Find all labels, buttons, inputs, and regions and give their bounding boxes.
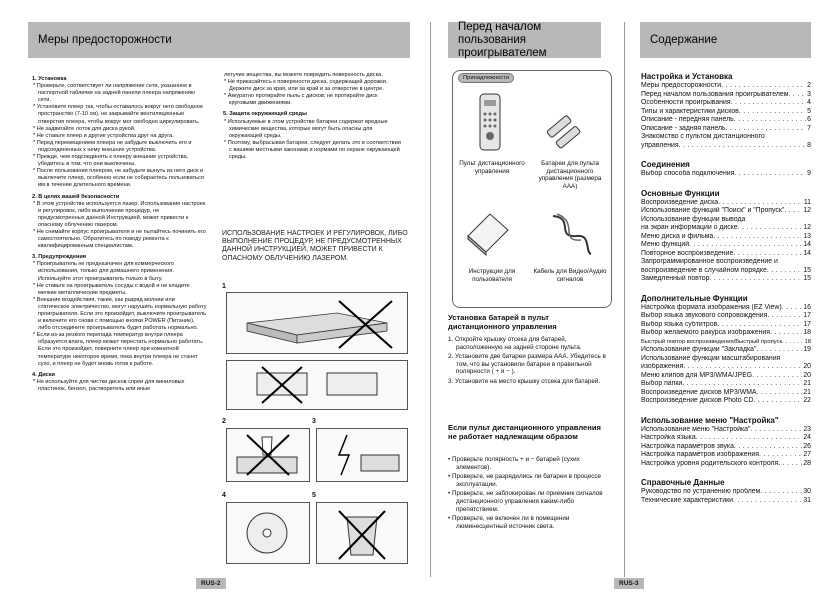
list-item: * Поэтому, выбрасывая батареи, следует делать это в соответствии с вашими местными законами и нормами по охране окружающей среды. xyxy=(224,139,401,161)
list-item: * Не используйте для чистки дисков спреи для виниловых пластинок, бензол, растворитель или иные xyxy=(33,378,185,392)
toc-entry[interactable] xyxy=(641,199,811,208)
toc-entry-title: Использование функции "Закладка" xyxy=(641,346,757,353)
lightning-icon xyxy=(317,429,407,481)
dot-leader xyxy=(679,142,807,151)
toc-entry-title: изображения xyxy=(641,363,684,370)
dot-leader xyxy=(731,99,807,108)
toc-page-number: 19 xyxy=(803,346,811,353)
toc-page-number: 9 xyxy=(807,170,811,177)
toc-entry-title: Руководство по устранению проблем xyxy=(641,488,761,495)
toc-section-title: Настройка и Установка xyxy=(641,72,733,81)
dot-leader xyxy=(739,108,806,117)
figure-number: 3 xyxy=(312,418,316,425)
section-title: 4. Диски xyxy=(32,371,55,378)
list-item: * Прежде, чем подсоединять к плееру внешние устройства, убедитесь в том, что они выключены. xyxy=(33,154,189,168)
toc-entry-title: Описание - задняя панель xyxy=(641,124,726,132)
toc-entry[interactable]: Знакомство с пультом дистанционного xyxy=(641,133,765,140)
accessory-remote-label: Пульт дистанционного управления xyxy=(459,160,525,175)
list-item: • Проверьте, не включен ли в помещении люминесцентный источник света. xyxy=(448,515,570,530)
toc-section-title: Соединения xyxy=(641,160,690,169)
toc-page-number: 15 xyxy=(803,275,811,282)
toc-entry-title: Выбор языка звукового сопровождения xyxy=(641,312,768,319)
toc-entry-title: Выбор языка субтитров xyxy=(641,320,718,328)
accessory-manual-label: Инструкции для пользователя xyxy=(468,268,516,283)
toc-entry[interactable] xyxy=(641,99,811,108)
toc-page-number: 14 xyxy=(803,241,811,248)
dot-leader xyxy=(750,426,802,435)
toc-page-number: 27 xyxy=(803,451,811,458)
toc-entry[interactable] xyxy=(641,207,811,216)
dot-leader xyxy=(788,91,806,100)
manual-book-icon xyxy=(462,208,512,258)
list-item: * Если из-за резкого перепада температур внутри плеера образуется влага, плеер может перестать нормально работать. Если это произойдет, поверните плеер при комнатной температуре некоторое время, пока внутри плеера не станет сухо, и плеер не будет вновь готов к работе. xyxy=(33,332,204,367)
page-header-contents xyxy=(640,22,811,58)
toc-entry-title: Использование функций "Поиск" и "Пропуск" xyxy=(641,207,785,214)
header-title: Меры предосторожности xyxy=(38,33,172,46)
dot-leader xyxy=(757,389,803,398)
toc-entry-title: Замедленный повтор xyxy=(641,275,710,282)
dot-leader xyxy=(759,451,802,460)
page-number: RUS-2 xyxy=(196,578,226,589)
toc-entry-title: Меню клипов для MP3/WMA/JPEG xyxy=(641,371,753,379)
dot-leader xyxy=(721,82,806,91)
dot-leader xyxy=(683,363,802,372)
toc-entry-title: Особенности проигрывания xyxy=(641,99,731,106)
dot-leader xyxy=(689,241,802,250)
list-item: * Не снимайте корпус проигрывателя и не пытайтесь починить его самостоятельно. Обратитесь по поводу ремонта к квалифицированным специалистам. xyxy=(33,228,206,250)
dot-leader xyxy=(760,488,802,497)
dot-leader xyxy=(756,346,802,355)
page-divider xyxy=(624,22,625,577)
toc-page-number: 23 xyxy=(803,425,811,433)
list-item: * Проигрыватель не предназначен для коммерческого использования, только для домашнего применения. Используйте этот проигрыватель только в быту. xyxy=(33,261,174,282)
toc-page-number: 18 xyxy=(803,329,811,336)
toc-entry[interactable] xyxy=(641,108,811,117)
toc-page-number: 21 xyxy=(803,380,811,387)
dot-leader xyxy=(696,434,803,443)
av-cable-icon xyxy=(545,208,595,258)
dot-leader xyxy=(770,329,802,338)
table-of-contents xyxy=(641,72,811,505)
toc-section-title: Дополнительные Функции xyxy=(641,293,748,303)
figure-disc-handling xyxy=(226,502,310,564)
toc-entry[interactable] xyxy=(641,451,811,460)
toc-section-title: Справочные Данные xyxy=(641,478,725,487)
toc-entry[interactable] xyxy=(641,426,811,435)
toc-entry-title: воспроизведение в случайном порядке xyxy=(641,266,767,274)
list-item: • Проверьте полярность + и − батарей (сухих элементов). xyxy=(448,456,580,471)
toc-page-number: 5 xyxy=(807,107,811,115)
dot-leader xyxy=(738,224,803,233)
battery-icon xyxy=(545,112,585,152)
toc-entry-title: Воспроизведение дисков MP3/WMA xyxy=(641,388,757,396)
toc-entry[interactable] xyxy=(641,363,811,372)
accessories-label: Принадлежности xyxy=(458,73,514,83)
battery-install-steps xyxy=(448,336,610,388)
disc-hand-icon xyxy=(227,503,309,563)
toc-entry-title: Настройка языка xyxy=(641,434,696,441)
header-title: Перед началом пользования проигрывателем xyxy=(458,20,547,59)
toc-page-number: 26 xyxy=(803,442,811,450)
toc-page-number: 21 xyxy=(803,388,811,396)
toc-entry[interactable] xyxy=(641,250,811,259)
toc-entry[interactable] xyxy=(641,497,811,506)
dot-leader xyxy=(778,460,802,469)
toc-page-number: 17 xyxy=(803,312,811,319)
toc-entry[interactable] xyxy=(641,321,811,330)
toc-entry-title: Выбор желаемого ракурса изображения xyxy=(641,329,771,336)
toc-entry[interactable] xyxy=(641,346,811,355)
toc-page-number: 28 xyxy=(803,459,811,467)
list-item: * Не ставьте плеер и другие устройства друг на друга. xyxy=(33,132,174,139)
precautions-column-1 xyxy=(32,72,207,393)
list-item: • Проверьте, не разрядились ли батареи в процессе эксплуатации. xyxy=(448,473,602,488)
toc-entry-title: Воспроизведение диска xyxy=(641,198,719,206)
toc-entry[interactable] xyxy=(641,443,811,452)
list-item: 2. Установите две батареи размера AAA. Убедитесь в том, что вы установили батареи в правильной полярности ( + и − ). xyxy=(448,353,606,376)
accessory-batteries-label: Батареи для пульта дистанционного управления (размера AAA) xyxy=(538,160,602,190)
toc-entry-title: Использование меню "Настройка" xyxy=(641,425,751,433)
figure-player-front xyxy=(226,360,408,410)
dot-leader xyxy=(709,275,802,284)
toc-page-number: 24 xyxy=(803,434,811,441)
accessory-cable-label: Кабель для Видео/Аудио сигналов xyxy=(533,268,607,283)
toc-page-number: 12 xyxy=(803,207,811,214)
toc-entry[interactable] xyxy=(641,380,811,389)
list-item: 1. Откройте крышку отсека для батарей, расположенную на задней стороне пульта. xyxy=(448,336,582,351)
toc-entry-title: Повторное воспроизведение xyxy=(641,249,734,257)
dot-leader xyxy=(784,207,802,216)
toc-entry[interactable] xyxy=(641,142,811,151)
dot-leader xyxy=(767,267,803,276)
precautions-column-2 xyxy=(223,72,405,161)
list-item: * Перед перемещением плеера не забудьте выключить его и подсоединенных к нему внешних устройства. xyxy=(33,139,192,153)
toc-page-number: 4 xyxy=(807,99,811,106)
list-item: * Не задвигайте лоток для диска рукой. xyxy=(33,125,136,132)
list-item: 3. Установите на место крышку отсека для батарей. xyxy=(448,377,601,385)
figure-lightning xyxy=(316,428,408,482)
toc-page-number: 20 xyxy=(803,363,811,370)
header-title: Содержание xyxy=(650,33,718,46)
toc-page-number: 6 xyxy=(807,116,811,123)
toc-entry[interactable]: Запрограммированное воспроизведение и xyxy=(641,258,778,265)
toc-entry[interactable] xyxy=(641,125,811,134)
toc-entry[interactable] xyxy=(641,338,811,347)
toc-page-number: 30 xyxy=(803,488,811,495)
toc-entry-title: Меры предосторожности xyxy=(641,82,722,89)
toc-entry-title: Быстрый повтор воспроизведения/Быстрый пропуск xyxy=(641,338,783,345)
toc-entry-title: Воспроизведение дисков Photo CD xyxy=(641,397,754,404)
toc-entry-title: Настройка формата изображения (EZ View) xyxy=(641,303,782,311)
toc-entry-title: Настройка параметров звука xyxy=(641,442,734,450)
toc-page-number: 7 xyxy=(807,124,811,132)
toc-entry[interactable] xyxy=(641,389,811,398)
toc-entry[interactable] xyxy=(641,233,811,242)
toc-page-number: 12 xyxy=(803,224,811,231)
toc-page-number: 18 xyxy=(804,338,811,345)
battery-install-title: Установка батарей в пульт дистанционного управления xyxy=(448,313,557,331)
list-item: * После пользования плеером, не забудьте вынуть из него диск и выключите плеер, особенно если не собираетесь пользоваться им в течение длительного времени. xyxy=(33,168,204,189)
toc-entry-title: Настройка параметров изображения xyxy=(641,451,760,458)
player-illustration-icon xyxy=(227,293,407,353)
toc-entry[interactable] xyxy=(641,460,811,469)
dot-leader xyxy=(713,233,802,242)
toc-entry[interactable] xyxy=(641,224,811,233)
toc-entry[interactable] xyxy=(641,304,811,313)
page-divider xyxy=(430,22,431,577)
trash-bin-icon xyxy=(317,503,407,563)
toc-page-number: 8 xyxy=(807,141,811,149)
toc-entry[interactable] xyxy=(641,82,811,91)
section-title: 2. В целях вашей безопасности xyxy=(32,193,120,200)
water-warning-icon xyxy=(227,429,309,481)
toc-page-number: 16 xyxy=(803,303,811,311)
toc-entry[interactable] xyxy=(641,312,811,321)
dot-leader xyxy=(767,312,802,321)
toc-entry[interactable] xyxy=(641,434,811,443)
list-item: * Не прикасайтесь к поверхности диска, содержащей дорожки. Держите диск за края, или за край и за отверстие в центре. xyxy=(224,79,388,93)
section-title: 5. Защита окружающей среды xyxy=(223,111,307,118)
page-number: RUS-3 xyxy=(614,578,644,589)
toc-entry[interactable] xyxy=(641,397,811,406)
toc-entry-title: Выбор способа подключения xyxy=(641,170,735,177)
toc-entry-title: на экран информации о диске xyxy=(641,224,738,231)
list-item: * Не ставьте на проигрыватель сосуды с водой и не кладите мелкие металлические предметы. xyxy=(33,282,190,296)
dot-leader xyxy=(734,116,806,125)
dot-leader xyxy=(726,125,807,134)
figure-water xyxy=(226,428,310,482)
dot-leader xyxy=(733,250,802,259)
section-title: 3. Предупреждения xyxy=(32,254,87,261)
toc-entry-title: Настройка уровня родительского контроля xyxy=(641,459,779,467)
figure-number: 5 xyxy=(312,492,316,499)
figure-number: 4 xyxy=(222,492,226,499)
list-item: • Проверьте, не заблокирован ли приемник сигналов дистанционного управления каким-либо препятствием. xyxy=(448,490,603,513)
list-item: летучие вещества, вы можете повредить поверхность диска. xyxy=(224,72,383,78)
toc-page-number: 14 xyxy=(803,249,811,257)
section-title: 1. Установка xyxy=(32,76,67,82)
dot-leader xyxy=(752,372,802,381)
figure-number: 1 xyxy=(222,283,226,290)
toc-entry-title: Перед началом пользования проигрывателем xyxy=(641,90,789,98)
figure-battery-disposal xyxy=(316,502,408,564)
list-item: * Установите плеер так, чтобы оставалось вокруг него свободное пространство (7-10 см). не закрывайте вентиляционные отверстия плеера, чтобы вокруг мог свободно циркулировать. xyxy=(33,104,203,125)
dot-leader xyxy=(718,199,803,208)
list-item: * В этом устройстве используется лазер. Использование настроек и регулировок, либо выполнение процедур, не предусмотренных данной Инструкцией, может привести к опасному облучению лазером. xyxy=(33,200,206,228)
remote-trouble-list xyxy=(448,456,610,532)
toc-page-number: 22 xyxy=(803,397,811,404)
toc-entry[interactable] xyxy=(641,329,811,338)
dot-leader xyxy=(733,497,802,506)
toc-entry[interactable] xyxy=(641,170,811,179)
toc-section-title: Использование меню "Настройка" xyxy=(641,415,779,425)
toc-page-number: 31 xyxy=(803,496,811,504)
remote-control-icon xyxy=(470,92,510,152)
toc-page-number: 11 xyxy=(803,198,811,206)
toc-entry[interactable] xyxy=(641,372,811,381)
laser-warning: ИСПОЛЬЗОВАНИЕ НАСТРОЕК И РЕГУЛИРОВОК, ЛИБО ВЫПОЛНЕНИЕ ПРОЦЕДУР, НЕ ПРЕДУСМОТРЕННЫХ ДАННОЙ ИНСТРУКЦИЕЙ, МОЖЕТ ПРИВЕСТИ К ОПАСНОМУ ОБЛУЧЕНИЮ ЛАЗЕРОМ. xyxy=(222,230,408,262)
toc-entry[interactable]: Использование функции масштабирования xyxy=(641,354,781,362)
toc-entry-title: управления xyxy=(641,141,679,149)
toc-entry-title: Меню диска и фильма xyxy=(641,232,714,240)
list-item: * Внешние воздействия, такие, как разряд молнии или статическое электричество, могут нарушить нормальную работу проигрывателя. Если это произойдет, выключите проигрыватель и включите его снова с помощью кнопки POWER (Питание), либо отсоедините проигрыватель будет работать нормально. xyxy=(33,296,207,332)
toc-page-number: 15 xyxy=(803,266,811,274)
toc-page-number: 20 xyxy=(803,371,811,379)
toc-page-number: 17 xyxy=(803,320,811,328)
list-item: * Аккуратно протирайте пыль с дисков; не протирайте диск круговыми движениями. xyxy=(224,93,378,107)
toc-entry[interactable]: Использование функции вывода xyxy=(641,215,746,223)
page-header-before-use xyxy=(448,22,601,58)
list-item: * Используемые в этом устройстве батареи содержат вредные химические вещества, которые могут быть опасны для окружающей среды. xyxy=(224,118,388,139)
dot-leader xyxy=(734,170,806,179)
toc-page-number: 3 xyxy=(807,90,811,98)
toc-entry[interactable] xyxy=(641,267,811,276)
toc-entry[interactable] xyxy=(641,116,811,125)
toc-page-number: 2 xyxy=(807,82,811,89)
toc-entry[interactable] xyxy=(641,91,811,100)
toc-entry-title: Меню функций xyxy=(641,241,690,248)
figure-number: 2 xyxy=(222,418,226,425)
page-header-precautions xyxy=(28,22,410,58)
toc-page-number: 13 xyxy=(803,232,811,240)
toc-entry[interactable] xyxy=(641,488,811,497)
dot-leader xyxy=(753,397,802,406)
dot-leader xyxy=(734,443,802,452)
toc-entry-title: Типы и характеристики дисков xyxy=(641,107,739,115)
dot-leader xyxy=(682,380,802,389)
remote-trouble-title: Если пульт дистанционного управления не работает надлежащим образом xyxy=(448,423,601,441)
player-front-icon xyxy=(227,361,407,409)
toc-section-title: Основные Функции xyxy=(641,188,720,198)
toc-entry[interactable] xyxy=(641,275,811,284)
toc-entry-title: Технические характеристики xyxy=(641,496,733,504)
dot-leader xyxy=(717,321,802,330)
list-item: * Проверьте, соответствует ли напряжение сети, указанное в паспортной табличке на задней панели плеера напряжению сети. xyxy=(33,83,196,104)
dot-leader xyxy=(782,338,804,347)
toc-entry-title: Выбор папки xyxy=(641,380,683,387)
figure-player-top xyxy=(226,292,408,354)
dot-leader xyxy=(782,304,803,313)
toc-entry[interactable] xyxy=(641,241,811,250)
toc-entry-title: Описание - передняя панель xyxy=(641,116,734,123)
